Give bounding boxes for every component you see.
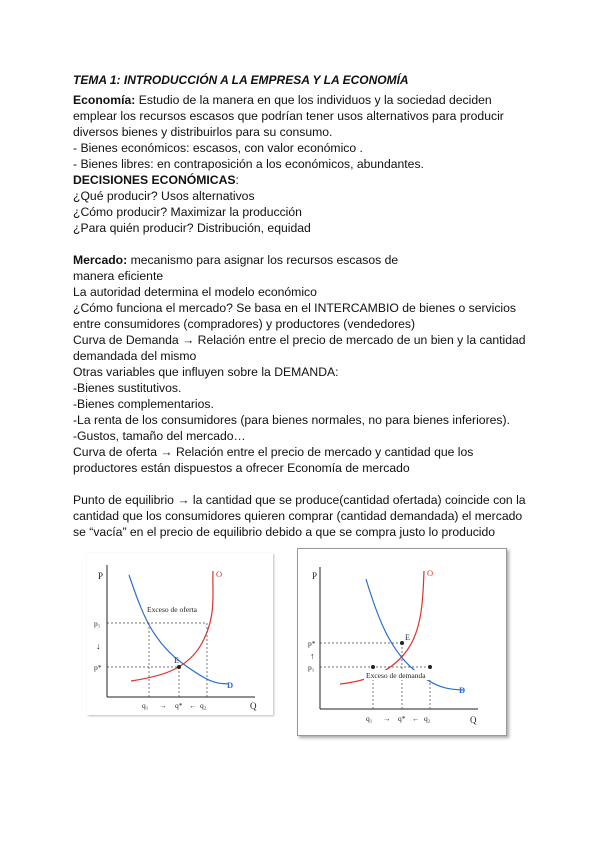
mercado-def-1: mecanismo para asignar los recursos escasos de [127,253,399,267]
mercado-line-10: -Bienes complementarios. [73,397,214,411]
mercado-line-12: -Gustos, tamaño del mercado… [73,429,246,443]
equilibrio-line-2: cantidad que los consumidores quieren comprar (cantidad demandada) el mercado [73,509,523,523]
left-axis-q-label: Q [250,701,257,711]
left-q1-tick: q₁ [142,701,149,710]
bienes-libres: - Bienes libres: en contraposición a los económicos, abundantes. [73,157,424,171]
right-axis-p-label: P [312,571,318,581]
figure-exceso-oferta [87,553,273,715]
left-qeq-tick: q* [175,701,183,710]
mercado-def-line-1 [73,252,398,268]
economia-term: Economía: [73,93,136,107]
left-arrow-right: → [159,701,167,710]
right-q2-point [428,665,432,669]
figure-right-svg [298,549,506,735]
right-arrow-right: → [383,714,391,723]
bienes-economicos: - Bienes económicos: escasos, con valor económico . [73,141,363,155]
right-demand-label: D [459,685,466,695]
mercado-line-7: demandada del mismo [73,349,197,363]
right-q2-tick: q₂ [424,714,431,723]
right-supply-label: O [427,568,434,578]
decisiones-colon: : [235,173,239,187]
right-equilibrium-point [400,641,404,645]
decision-para-quien: ¿Para quién producir? Distribución, equidad [73,221,311,235]
left-supply-label: O [216,569,223,579]
right-excess-label: Exceso de demanda [366,671,426,680]
mercado-line-3: La autoridad determina el modelo económico [73,285,317,299]
right-q1-point [371,665,375,669]
figure-exceso-demanda [297,548,507,736]
right-q1-tick: q₁ [366,714,373,723]
mercado-line-4: ¿Cómo funciona el mercado? Se basa en el INTERCAMBIO de bienes o servicios [73,301,517,315]
left-equilibrium-label: E [174,656,179,665]
right-equilibrium-label: E [405,633,410,642]
equilibrio-line-1: Punto de equilibrio → la cantidad que se produce(cantidad ofertada) coincide con la [73,493,526,507]
left-arrow-left: ← [189,701,197,710]
mercado-def-line-2: manera eficiente [73,269,164,283]
decision-como: ¿Cómo producir? Maximizar la producción [73,205,302,219]
right-p1-tick: p₁ [308,663,315,672]
mercado-term: Mercado: [73,253,128,267]
mercado-line-9: -Bienes sustitutivos. [73,381,182,395]
left-demand-label: D [227,680,234,690]
mercado-line-8: Otras variables que influyen sobre la DEMANDA: [73,365,339,379]
mercado-line-6: Curva de Demanda → Relación entre el precio de mercado de un bien y la cantidad [73,333,526,347]
left-axis-p-label: P [98,571,104,581]
economia-def-line-2: emplear los recursos escasos que podrían tener usos alternativos para producir [73,109,504,123]
right-axis-q-label: Q [470,715,477,725]
left-peq-tick: p* [94,663,102,672]
economia-def-line-1 [73,92,492,108]
left-q2-tick: q₂ [200,701,207,710]
left-p1-tick: p₁ [94,619,101,628]
economia-def-line-3: diversos bienes y distribuirlos para su consumo. [73,125,333,139]
decision-que: ¿Qué producir? Usos alternativos [73,189,255,203]
equilibrio-line-3: se “vacía” en el precio de equilibrio debido a que se compra justo lo producido [73,525,496,539]
figure-left-svg [87,553,273,715]
right-peq-tick: p* [308,639,316,648]
left-price-down-arrow: ↓ [96,641,101,651]
mercado-line-14: productores están dispuestos a ofrecer Economía de mercado [73,461,410,475]
right-arrow-left: ← [412,714,420,723]
decisiones-heading [73,172,239,188]
left-equilibrium-point [177,665,181,669]
left-excess-label: Exceso de oferta [147,605,197,614]
mercado-line-11: -La renta de los consumidores (para bienes normales, no para bienes inferiores). [73,413,510,427]
document-title: TEMA 1: INTRODUCCIÓN A LA EMPRESA Y LA ECONOMÍA [73,73,409,87]
left-supply-curve [131,571,213,681]
mercado-line-13: Curva de oferta → Relación entre el precio de mercado y cantidad que los [73,445,474,459]
economia-def-1: Estudio de la manera en que los individuos y la sociedad deciden [135,93,492,107]
decisiones-heading-text: DECISIONES ECONÓMICAS [73,173,236,187]
right-price-up-arrow: ↑ [310,651,315,661]
right-qeq-tick: q* [398,714,406,723]
mercado-line-5: entre consumidores (compradores) y productores (vendedores) [73,317,416,331]
